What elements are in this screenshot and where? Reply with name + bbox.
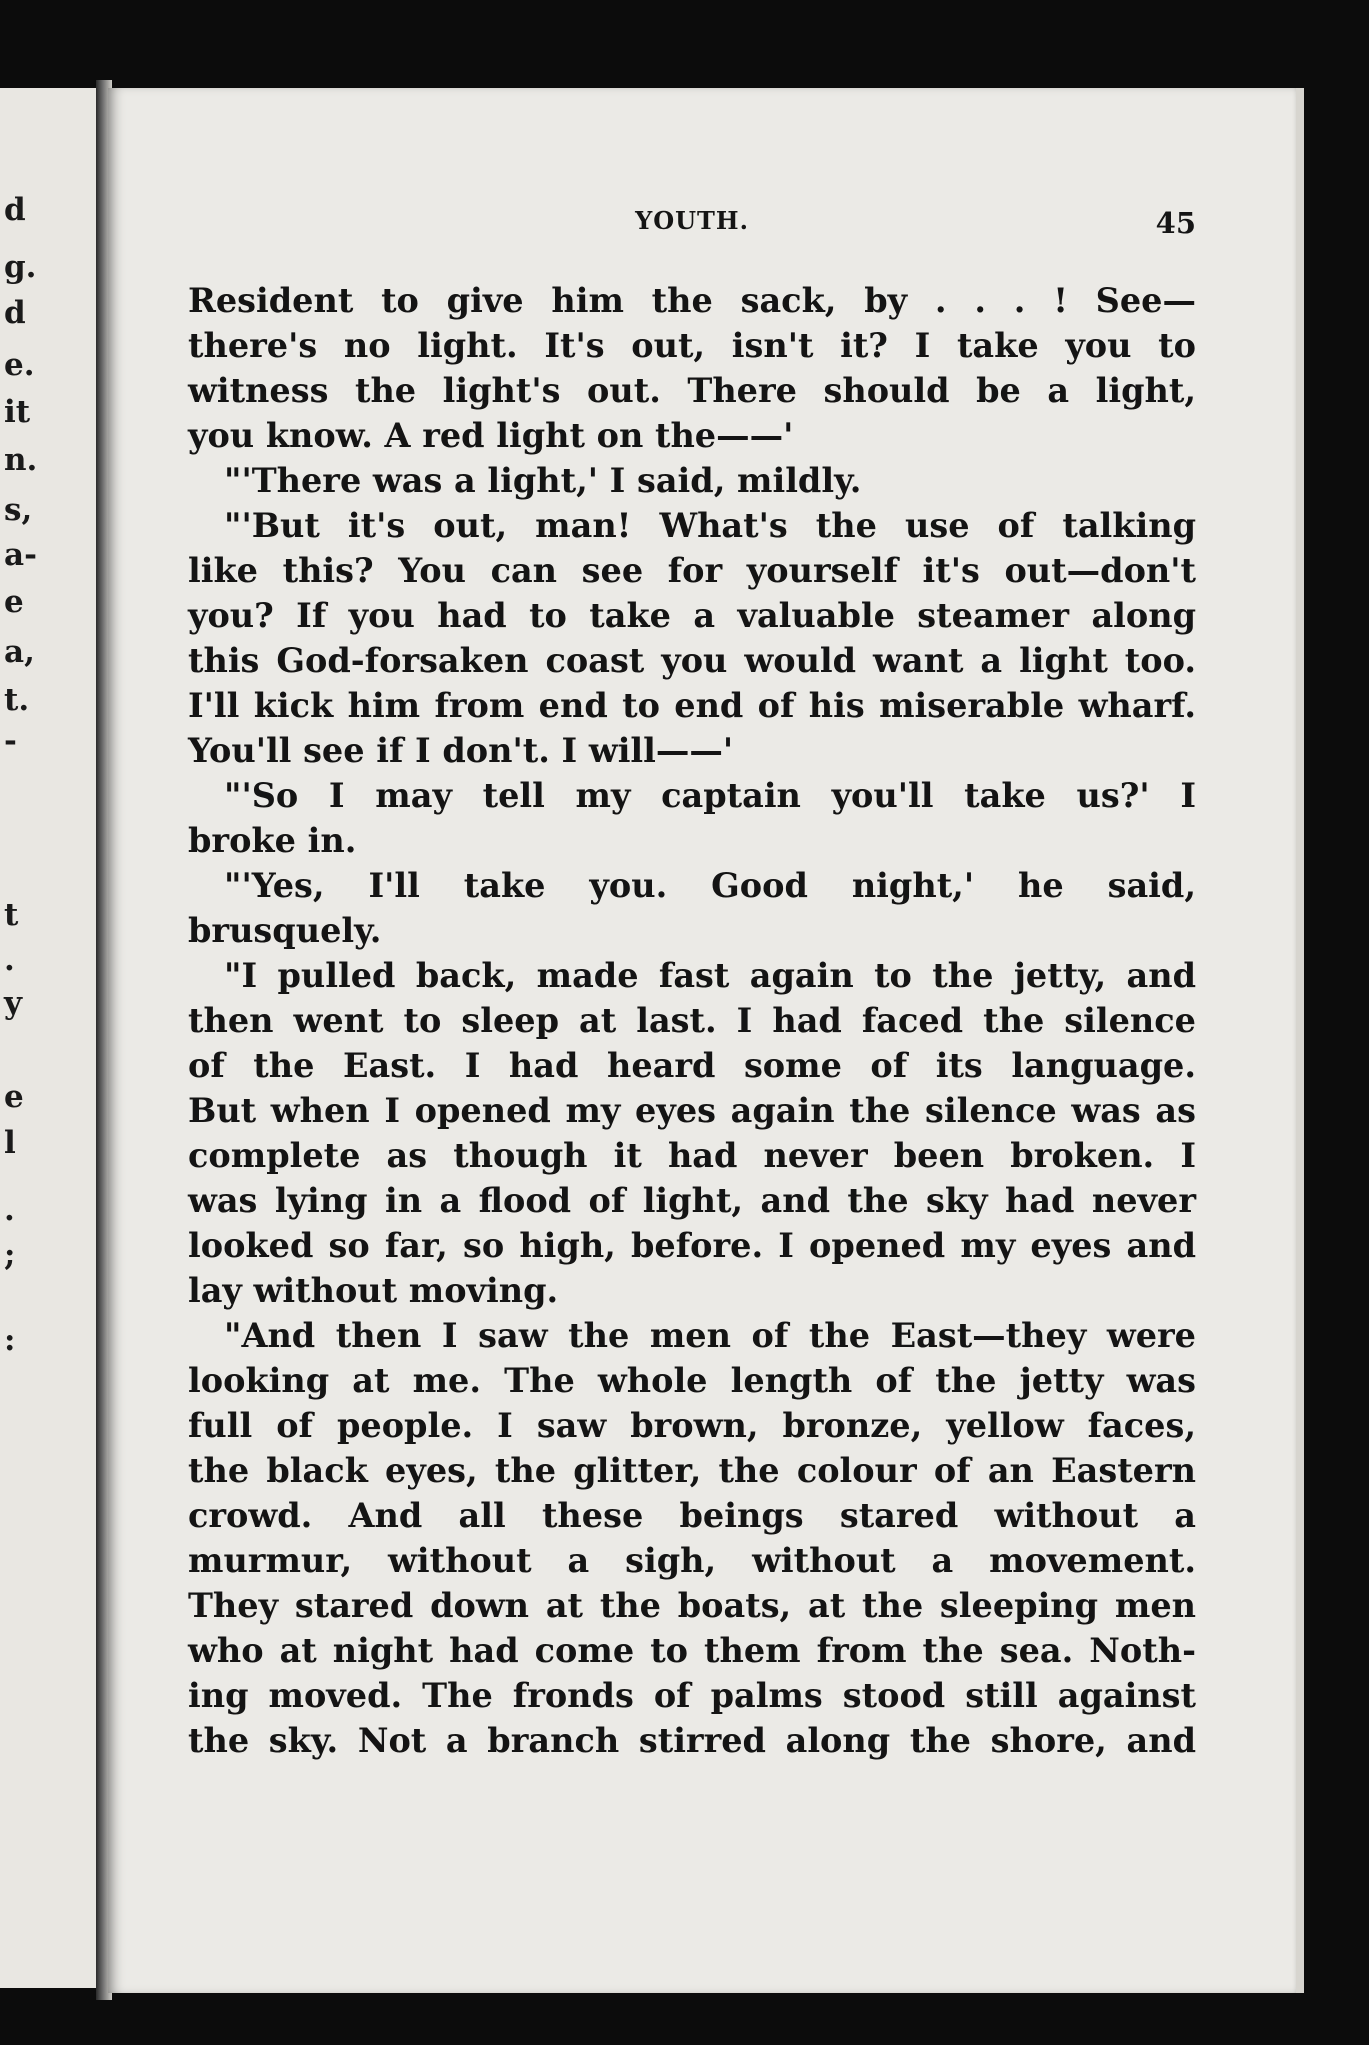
text-line: "'There was a light,' I said, mildly. — [224, 461, 862, 500]
text-line: of the East. I had heard some of its language. — [188, 1046, 1196, 1085]
text-line: "'Yes, I'll take you. Good night,' he said, — [224, 866, 1196, 905]
left-page-fragment: e. — [4, 347, 35, 383]
text-line: "I pulled back, made fast again to the jetty, and — [224, 956, 1196, 995]
text-line: crowd. And all these beings stared without a — [188, 1496, 1196, 1535]
text-line: the black eyes, the glitter, the colour of an Eastern — [188, 1451, 1196, 1490]
left-page-fragment: d — [4, 295, 26, 331]
text-line: looked so far, so high, before. I opened my eyes and — [188, 1226, 1196, 1265]
text-line: complete as though it had never been broken. I — [188, 1136, 1196, 1175]
text-line: brusquely. — [188, 911, 382, 950]
text-line: ing moved. The fronds of palms stood still against — [188, 1676, 1196, 1715]
text-line: lay without moving. — [188, 1271, 559, 1310]
page-body-text — [188, 278, 1196, 1763]
left-page-fragment: ; — [4, 1237, 16, 1273]
text-line: like this? You can see for yourself it's out—don't — [188, 551, 1196, 590]
left-page-fragment: y — [4, 985, 23, 1021]
text-line: there's no light. It's out, isn't it? I take you to — [188, 326, 1196, 365]
left-page-fragment: it — [4, 394, 31, 430]
left-page-fragment: n. — [4, 442, 38, 478]
text-line: broke in. — [188, 821, 357, 860]
text-line: "And then I saw the men of the East—they were — [224, 1316, 1196, 1355]
running-head — [188, 206, 1196, 246]
text-line: was lying in a flood of light, and the sky had never — [188, 1181, 1196, 1220]
book-page — [108, 88, 1298, 1993]
left-page-fragment: t — [4, 897, 19, 933]
text-line: this God-forsaken coast you would want a light too. — [188, 641, 1196, 680]
left-page-fragment: t. — [4, 682, 30, 718]
text-line: witness the light's out. There should be a light, — [188, 371, 1196, 410]
left-page-fragment: . — [4, 942, 15, 978]
left-page-fragment: l — [4, 1125, 16, 1161]
left-page-fragment: e — [4, 1079, 24, 1115]
text-line: "'But it's out, man! What's the use of talking — [224, 506, 1196, 545]
left-page-fragment: d — [4, 192, 26, 228]
text-line: the sky. Not a branch stirred along the shore, and — [188, 1721, 1196, 1760]
text-line: You'll see if I don't. I will——' — [188, 731, 734, 770]
text-line: Resident to give him the sack, by . . . ! See— — [188, 281, 1196, 320]
left-page-fragment: e — [4, 584, 24, 620]
text-line: They stared down at the boats, at the sleeping men — [188, 1586, 1196, 1625]
text-line: looking at me. The whole length of the jetty was — [188, 1361, 1196, 1400]
text-line: you know. A red light on the——' — [188, 416, 794, 455]
text-line: who at night had come to them from the sea. Noth- — [188, 1631, 1196, 1670]
left-page-fragment: s, — [4, 492, 33, 528]
left-page-fragment: g. — [4, 249, 37, 285]
page-number: 45 — [1155, 206, 1196, 240]
left-page-fragment: : — [4, 1322, 16, 1358]
text-line: then went to sleep at last. I had faced the silence — [188, 1001, 1196, 1040]
running-title: YOUTH. — [635, 206, 749, 235]
left-page-fragment: a, — [4, 634, 35, 670]
text-line: you? If you had to take a valuable steamer along — [188, 596, 1196, 635]
page-edge — [1296, 88, 1304, 1993]
text-line: full of people. I saw brown, bronze, yellow faces, — [188, 1406, 1196, 1445]
left-facing-page — [0, 88, 108, 1988]
text-line: "'So I may tell my captain you'll take us?' I — [224, 776, 1196, 815]
text-line: But when I opened my eyes again the silence was as — [188, 1091, 1196, 1130]
text-line: murmur, without a sigh, without a movement. — [188, 1541, 1196, 1580]
left-page-fragment: a- — [4, 537, 37, 573]
left-page-fragment: . — [4, 1192, 15, 1228]
left-page-fragment: - — [4, 723, 17, 759]
text-line: I'll kick him from end to end of his miserable wharf. — [188, 686, 1196, 725]
